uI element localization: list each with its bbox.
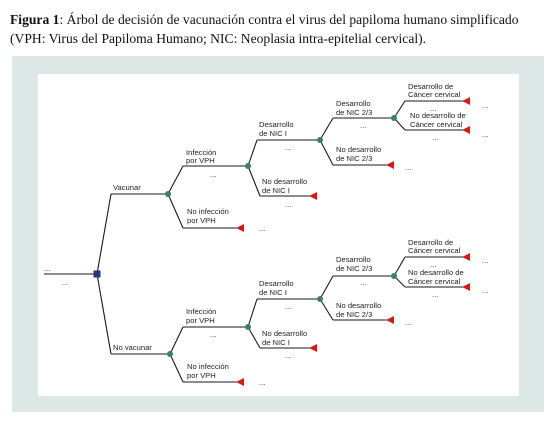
edge-v-nic23-diag — [320, 118, 333, 140]
v-nic1-label-2: de NIC I — [259, 129, 287, 138]
v-nic1-label-1: Desarrollo — [259, 120, 294, 129]
tree-edges — [44, 101, 470, 382]
v-no-infeccion-label-2: por VPH — [187, 216, 216, 225]
nv-cancer-value: ... — [430, 260, 437, 269]
chance-node-no-vacunar — [167, 351, 173, 357]
edge-nv-nic1-diag — [248, 299, 257, 327]
v-no-cancer-label-2: Cáncer cervical — [410, 120, 463, 129]
nv-nic23-value: ... — [360, 278, 367, 287]
v-no-nic1-value: ... — [285, 200, 292, 209]
edge-v-nic1-diag — [248, 140, 257, 166]
v-nic23-value: ... — [360, 121, 367, 130]
chance-node-nv-nic1 — [317, 296, 323, 302]
chance-node-vacunar — [165, 191, 171, 197]
v-no-nic23-label-2: de NIC 2/3 — [336, 154, 373, 163]
edge-no-vacunar-diag — [97, 274, 111, 354]
edge-nv-noinf-diag — [170, 354, 183, 382]
nv-infeccion-label-1: Infección — [186, 307, 217, 316]
chance-node-nv-infeccion — [245, 324, 251, 330]
v-infeccion-label-2: por VPH — [186, 156, 215, 165]
nv-cancer-label-1: Desarrollo de — [408, 238, 454, 247]
edge-v-inf-diag — [168, 166, 183, 194]
v-no-cancer-terminal-value: ... — [482, 130, 489, 139]
terminal-node-v-no-nic23 — [386, 161, 394, 169]
terminal-node-v-cancer — [462, 97, 470, 105]
terminal-node-nv-no-infeccion — [236, 378, 244, 386]
v-nic23-label-1: Desarrollo — [336, 99, 371, 108]
nv-no-infeccion-label-1: No infección — [187, 362, 229, 371]
v-cancer-value: ... — [430, 104, 437, 113]
v-no-cancer-value: ... — [432, 133, 439, 142]
nv-no-nic1-value: ... — [285, 351, 292, 360]
v-nic23-label-2: de NIC 2/3 — [336, 108, 373, 117]
nv-cancer-terminal-value: ... — [482, 256, 489, 265]
v-cancer-terminal-value: ... — [482, 101, 489, 110]
v-cancer-label-2: Cáncer cervical — [408, 90, 461, 99]
terminal-node-nv-no-nic1 — [309, 344, 317, 352]
terminal-node-nv-no-nic23 — [386, 316, 394, 324]
caption-text: : Árbol de decisión de vacunación contra el virus del papiloma humano simplificado (VPH: Virus del Papiloma Humano; NIC: Neoplasia intra-epitelial cervical). — [10, 12, 519, 46]
terminal-node-nv-no-cancer — [462, 283, 470, 291]
nv-no-cancer-label-2: Cáncer cervical — [408, 277, 461, 286]
edge-vacunar-diag — [97, 194, 111, 274]
nv-cancer-label-2: Cáncer cervical — [408, 246, 461, 255]
terminal-node-v-no-infeccion — [236, 224, 244, 232]
edge-v-nonic23-diag — [320, 140, 333, 165]
v-infeccion-label-1: Infección — [186, 148, 217, 157]
root-value: ... — [62, 278, 69, 287]
nv-nic1-value: ... — [285, 302, 292, 311]
edge-v-cancer-diag — [394, 101, 405, 118]
nv-no-infeccion-value: ... — [259, 378, 266, 387]
edge-nv-cancer-diag — [394, 257, 405, 276]
edge-nv-inf-diag — [170, 327, 183, 354]
caption-lead: Figura 1 — [10, 12, 60, 27]
nv-infeccion-value: ... — [210, 330, 217, 339]
chance-node-nv-nic23 — [391, 273, 397, 279]
nv-no-cancer-terminal-value: ... — [482, 286, 489, 295]
terminal-node-v-no-cancer — [462, 126, 470, 134]
v-infeccion-value: ... — [210, 170, 217, 179]
nv-nic1-label-2: de NIC I — [259, 288, 287, 297]
v-no-nic23-value: ... — [405, 163, 412, 172]
nv-nic23-label-2: de NIC 2/3 — [336, 264, 373, 273]
nv-nic1-label-1: Desarrollo — [259, 279, 294, 288]
edge-nv-nic23-diag — [320, 276, 333, 299]
branch-label-vacunar: Vacunar — [113, 183, 141, 192]
chance-node-v-nic1 — [317, 137, 323, 143]
v-no-infeccion-label-1: No infección — [187, 207, 229, 216]
chance-node-v-infeccion — [245, 163, 251, 169]
terminal-node-nv-cancer — [462, 253, 470, 261]
edge-v-noinf-diag — [168, 194, 183, 228]
nv-nic23-label-1: Desarrollo — [336, 255, 371, 264]
nv-no-infeccion-label-2: por VPH — [187, 371, 216, 380]
tree-labels — [44, 82, 488, 387]
root-label: ... — [44, 264, 51, 273]
nv-infeccion-label-2: por VPH — [186, 316, 215, 325]
v-no-nic1-label-2: de NIC I — [262, 186, 290, 195]
edge-nv-nonic1-diag — [248, 327, 260, 348]
edge-v-nonic1-diag — [248, 166, 260, 196]
v-cancer-label-1: Desarrollo de — [408, 82, 454, 91]
v-no-infeccion-value: ... — [259, 224, 266, 233]
decision-node — [94, 271, 101, 278]
terminal-node-v-no-nic1 — [309, 192, 317, 200]
v-no-nic23-label-1: No desarrollo — [336, 145, 382, 154]
edge-nv-nonic23-diag — [320, 299, 333, 320]
nv-no-nic1-label-2: de NIC I — [262, 338, 290, 347]
branch-label-no-vacunar: No vacunar — [113, 343, 152, 352]
nv-no-cancer-value: ... — [432, 290, 439, 299]
nv-no-nic23-label-2: de NIC 2/3 — [336, 310, 373, 319]
nv-no-cancer-label-1: No desarrollo de — [408, 268, 464, 277]
v-no-nic1-label-1: No desarrollo — [262, 177, 308, 186]
nv-no-nic23-label-1: No desarrollo — [336, 301, 382, 310]
v-no-cancer-label-1: No desarrollo de — [410, 111, 466, 120]
v-nic1-value: ... — [285, 143, 292, 152]
nv-no-nic1-label-1: No desarrollo — [262, 329, 308, 338]
chance-node-v-nic23 — [391, 115, 397, 121]
nv-no-nic23-value: ... — [405, 318, 412, 327]
